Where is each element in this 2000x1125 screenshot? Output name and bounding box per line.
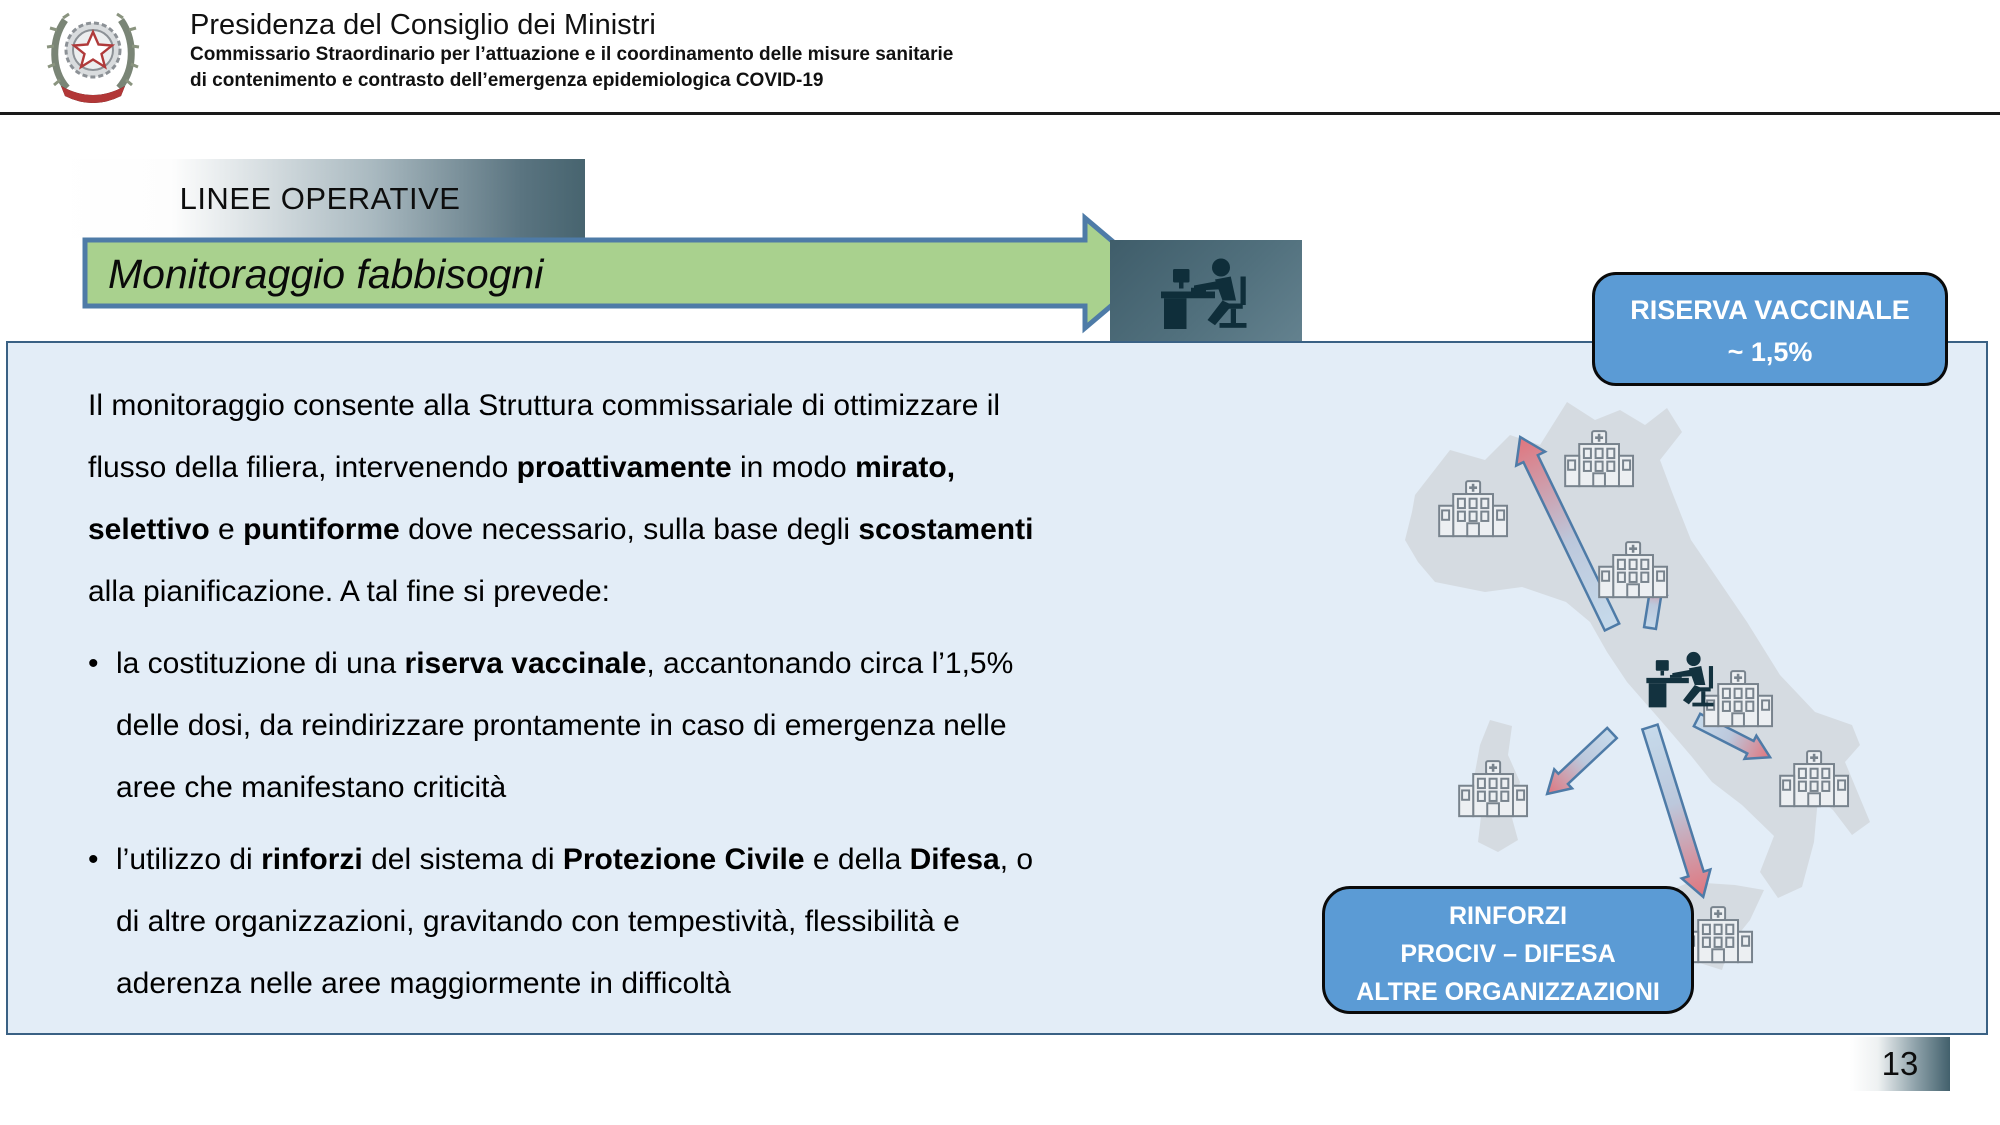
- header: [0, 0, 2000, 113]
- text-line: l’utilizzo di rinforzi del sistema di Protezione Civile e della Difesa, o: [116, 843, 1034, 876]
- text-line: la costituzione di una riserva vaccinale, accantonando circa l’1,5%: [116, 647, 1014, 680]
- operator-icon-box: [1110, 240, 1302, 345]
- header-title: Presidenza del Consiglio dei Ministri: [190, 9, 656, 41]
- text-line: aderenza nelle aree maggiormente in difficoltà: [116, 967, 731, 1000]
- bullet-list: [88, 633, 1388, 1015]
- italian-republic-emblem-icon: [45, 8, 141, 103]
- text-line: aree che manifestano criticità: [116, 771, 507, 804]
- reserve-callout-line1: RISERVA VACCINALE: [1630, 295, 1910, 325]
- reinforcements-callout: [1322, 886, 1694, 1014]
- header-divider: [0, 112, 2000, 115]
- text-line: Il monitoraggio consente alla Struttura commissariale di ottimizzare il: [88, 389, 1001, 422]
- person-at-desk-icon: [1156, 251, 1256, 335]
- header-subtitle-line2: di contenimento e contrasto dell’emergenza epidemiologica COVID-19: [190, 70, 824, 91]
- bullet-text: [116, 829, 1388, 1015]
- bullet-marker: •: [88, 843, 99, 876]
- hospital-building-icon: [1459, 761, 1527, 816]
- bullet-item: [88, 633, 1388, 819]
- italy-mainland-shape: [1405, 402, 1870, 898]
- page-number: 13: [1850, 1037, 1950, 1091]
- bullet-item: [88, 829, 1388, 1015]
- body-text: [88, 375, 1388, 1015]
- reserve-callout: [1592, 272, 1948, 386]
- reinforcements-callout-line2: PROCIV – DIFESA: [1400, 940, 1616, 968]
- intro-paragraph: [88, 375, 1388, 623]
- slide-title: Monitoraggio fabbisogni: [108, 251, 544, 297]
- reinforcements-callout-line3: ALTRE ORGANIZZAZIONI: [1356, 978, 1660, 1006]
- text-line: selettivo e puntiforme dove necessario, sulla base degli scostamenti: [88, 513, 1034, 546]
- flow-arrow-sardinia: [1538, 724, 1621, 804]
- bullet-text: [116, 633, 1388, 819]
- section-banner-label: LINEE OPERATIVE: [179, 180, 461, 216]
- header-subtitle-line1: Commissario Straordinario per l’attuazione e il coordinamento delle misure sanitarie: [190, 44, 954, 65]
- text-line: delle dosi, da reindirizzare prontamente in caso di emergenza nelle: [116, 709, 1007, 742]
- reserve-callout-line2: ~ 1,5%: [1727, 337, 1813, 367]
- reinforcements-callout-line1: RINFORZI: [1448, 902, 1568, 930]
- text-line: flusso della filiera, intervenendo proattivamente in modo mirato,: [88, 451, 956, 484]
- text-line: alla pianificazione. A tal fine si prevede:: [88, 575, 610, 608]
- bullet-marker: •: [88, 647, 99, 680]
- text-line: di altre organizzazioni, gravitando con tempestività, flessibilità e: [116, 905, 960, 938]
